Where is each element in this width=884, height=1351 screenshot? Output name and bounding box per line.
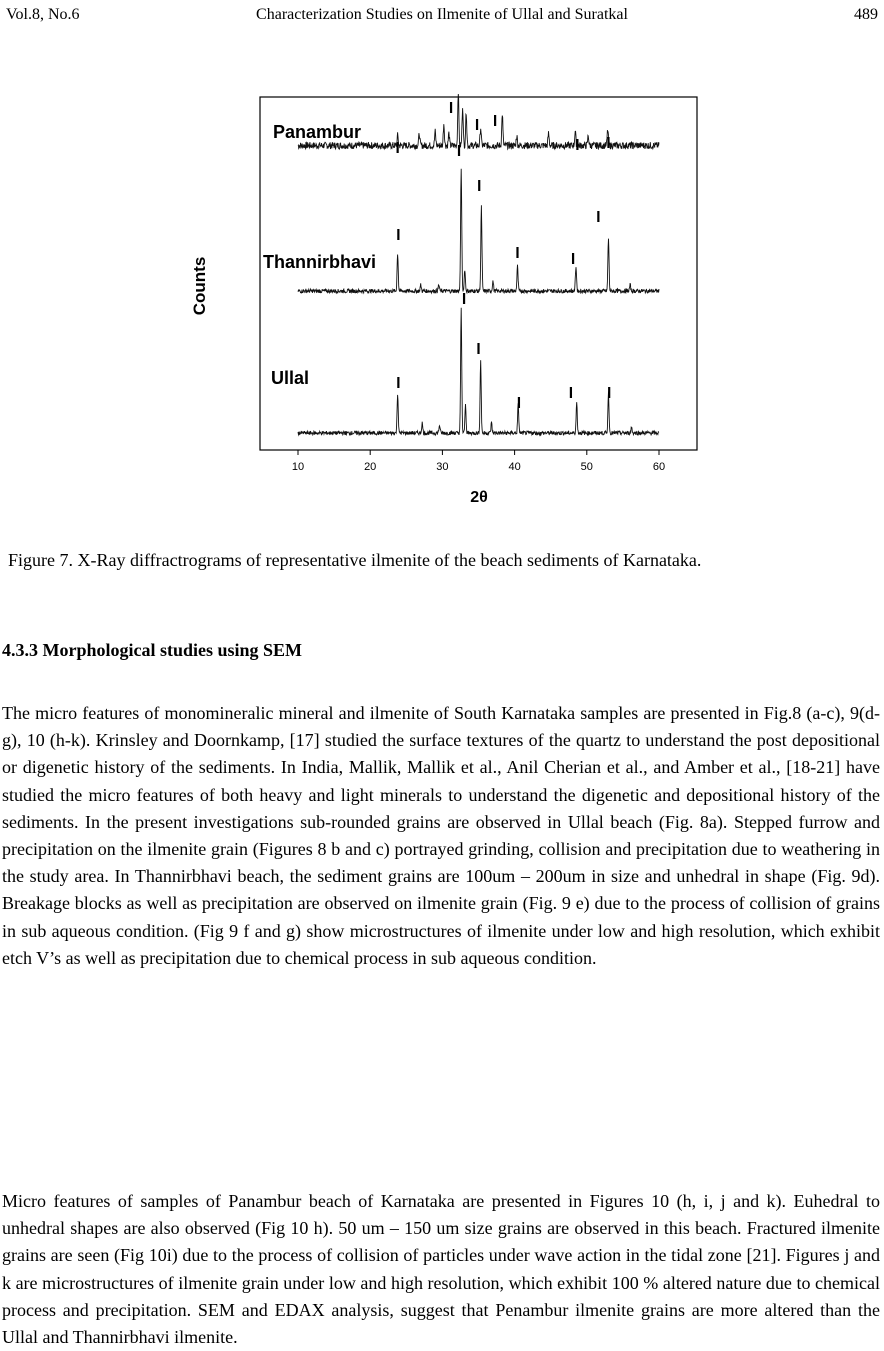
xrd-figure	[170, 86, 710, 521]
xrd-chart	[170, 86, 710, 516]
body-paragraph: The micro features of monomineralic mineral and ilmenite of South Karnataka samples are presented in Fig.8 (a-c), 9(d-g), 10 (h-k). Krinsley and Doornkamp, [17] studied the surface textures of the quartz to understand the post depositional or digenetic history of the sediments. In India, Mallik, Mallik et al., Anil Cherian et al., and Amber et al., [18-21] have studied the micro features of both heavy and light minerals to understand the digenetic and depositional history of the sediments. In the present investigations sub-rounded grains are observed in Ullal beach (Fig. 8a). Stepped furrow and precipitation on the ilmenite grain (Figures 8 b and c) portrayed grinding, collision and precipitation due to weathering in the study area. In Thannirbhavi beach, the sediment grains are 100um – 200um in size and unhedral in shape (Fig. 9d). Breakage blocks as well as precipitation are observed on ilmenite grain (Fig. 9 e) due to the process of collision of grains in sub aqueous condition. (Fig 9 f and g) show microstructures of ilmenite under low and high resolution, which exhibit etch V’s as well as precipitation due to chemical process in sub aqueous condition.	[2, 703, 880, 968]
body-paragraph: Micro features of samples of Panambur beach of Karnataka are presented in Figures 10 (h, i, j and k). Euhedral to unhedral shapes are also observed (Fig 10 h). 50 um – 150 um size grains are observed in this beach. Fractured ilmenite grains are seen (Fig 10i) due to the process of collision of particles under wave action in the tidal zone [21]. Figures j and k are microstructures of ilmenite grain under low and high resolution, which exhibit 100 % altered nature due to chemical process and precipitation. SEM and EDAX analysis, suggest that Penambur ilmenite grains are more altered than the Ullal and Thannirbhavi ilmenite.	[2, 1191, 880, 1348]
x-tick-label: 10	[291, 461, 305, 473]
x-tick-label: 20	[364, 461, 377, 473]
page-header	[6, 6, 878, 30]
x-tick-label: 40	[508, 461, 521, 473]
plot-frame	[260, 97, 697, 450]
series-line-ullal	[298, 308, 659, 435]
x-tick-label: 60	[652, 461, 666, 473]
series-label: Thannirbhavi	[263, 252, 377, 272]
figure-caption: Figure 7. X-Ray diffractrograms of representative ilmenite of the beach sediments of Karnataka.	[8, 550, 702, 570]
x-axis-label: 2θ	[470, 489, 488, 506]
series-label: Ullal	[271, 368, 310, 388]
running-title: Characterization Studies on Ilmenite of Ullal and Suratkal	[256, 6, 628, 23]
journal-volume: Vol.8, No.6	[6, 6, 80, 23]
x-tick-label: 30	[436, 461, 449, 473]
section-heading: 4.3.3 Morphological studies using SEM	[2, 640, 303, 660]
x-tick-label: 50	[580, 461, 593, 473]
y-axis-label: Counts	[190, 256, 209, 316]
page-number: 489	[854, 6, 878, 23]
series-label: Panambur	[273, 122, 362, 142]
